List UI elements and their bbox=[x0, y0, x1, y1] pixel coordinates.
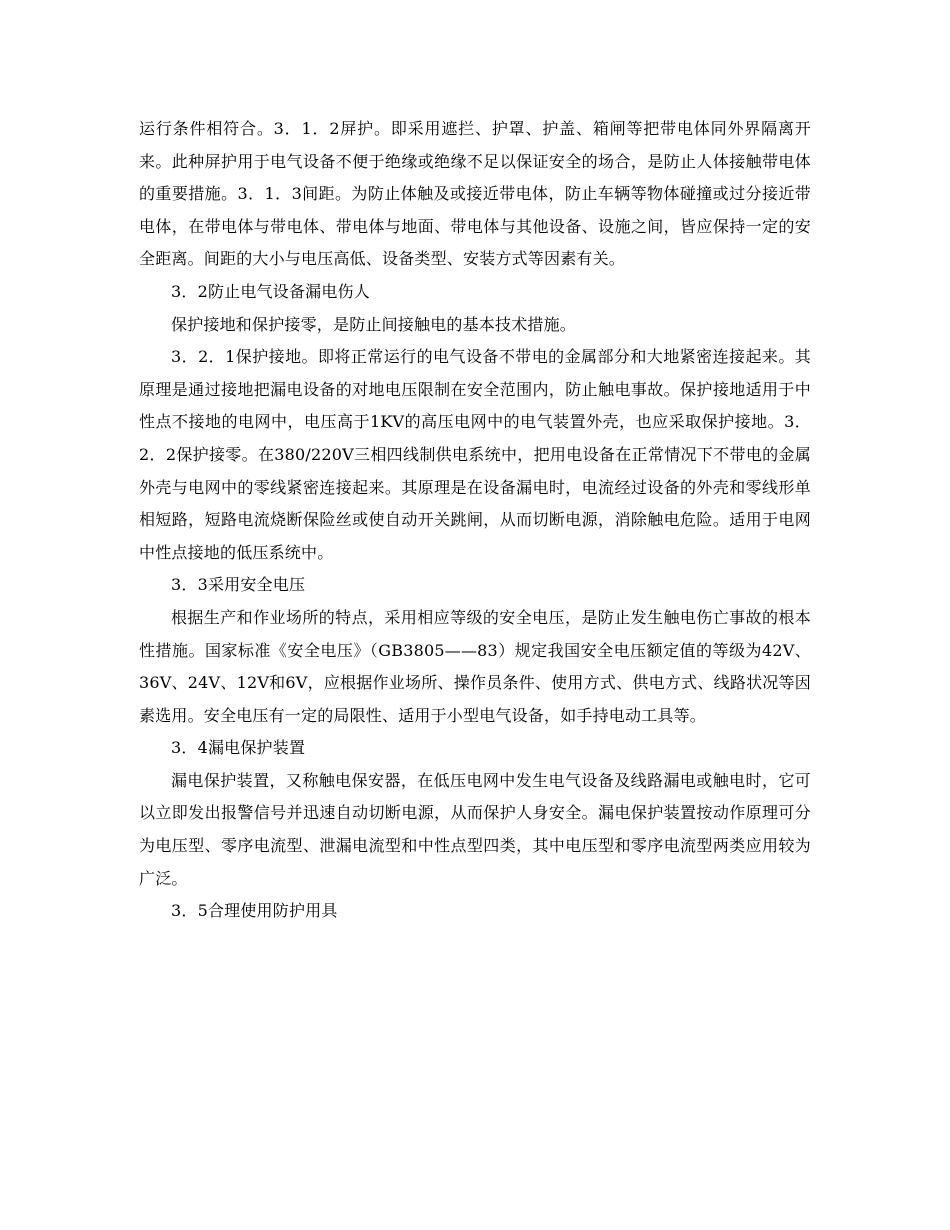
paragraph-safe-voltage: 根据生产和作业场所的特点，采用相应等级的安全电压，是防止发生触电伤亡事故的根本性措施。国家标准《安全电压》（GB3805——83）规定我国安全电压额定值的等级为42V、36V、24V、12V和6V，应根据作业场所、操作员条件、使用方式、供电方式、线路状况等因素选用。安全电压有一定的局限性、适用于小型电气设备，如手持电动工具等。 bbox=[139, 607, 811, 725]
paragraph-leakage-protection-device: 漏电保护装置，又称触电保安器，在低压电网中发生电气设备及线路漏电或触电时，它可以立即发出报警信号并迅速自动切断电源，从而保护人身安全。漏电保护装置按动作原理可分为电压型、零序电流型、泄漏电流型和中性点型四类，其中电压型和零序电流型两类应用较为广泛。 bbox=[139, 770, 811, 888]
paragraph-grounding-intro: 保护接地和保护接零，是防止间接触电的基本技术措施。 bbox=[171, 314, 577, 334]
paragraph-shielding-spacing: 运行条件相符合。3．1．2屏护。即采用遮拦、护罩、护盖、箱闸等把带电体同外界隔离开来。此种屏护用于电气设备不便于绝缘或绝缘不足以保证安全的场合，是防止人体接触带电体的重要措施。3．1．3间距。为防止体触及或接近带电体，防止车辆等物体碰撞或过分接近带电体，在带电体与带电体、带电体与地面、带电体与其他设备、设施之间，皆应保持一定的安全距离。间距的大小与电压高低、设备类型、安装方式等因素有关。 bbox=[139, 119, 811, 269]
heading-3-2-leakage-prevention: 3．2防止电气设备漏电伤人 bbox=[171, 281, 370, 301]
heading-3-3-safe-voltage: 3．3采用安全电压 bbox=[171, 575, 306, 595]
heading-3-5-protective-equipment: 3．5合理使用防护用具 bbox=[171, 901, 338, 921]
heading-3-4-leakage-protection-device: 3．4漏电保护装置 bbox=[171, 738, 306, 758]
document-body bbox=[139, 113, 811, 928]
paragraph-protective-grounding: 3．2．1保护接地。即将正常运行的电气设备不带电的金属部分和大地紧密连接起来。其原理是通过接地把漏电设备的对地电压限制在安全范围内，防止触电事故。保护接地适用于中性点不接地的电网中，电压高于1KV的高压电网中的电气装置外壳，也应采取保护接地。3．2．2保护接零。在380/220V三相四线制供电系统中，把用电设备在正常情况下不带电的金属外壳与电网中的零线紧密连接起来。其原理是在设备漏电时，电流经过设备的外壳和零线形单相短路，短路电流烧断保险丝或使自动开关跳闸，从而切断电源，消除触电危险。适用于电网中性点接地的低压系统中。 bbox=[139, 347, 811, 562]
